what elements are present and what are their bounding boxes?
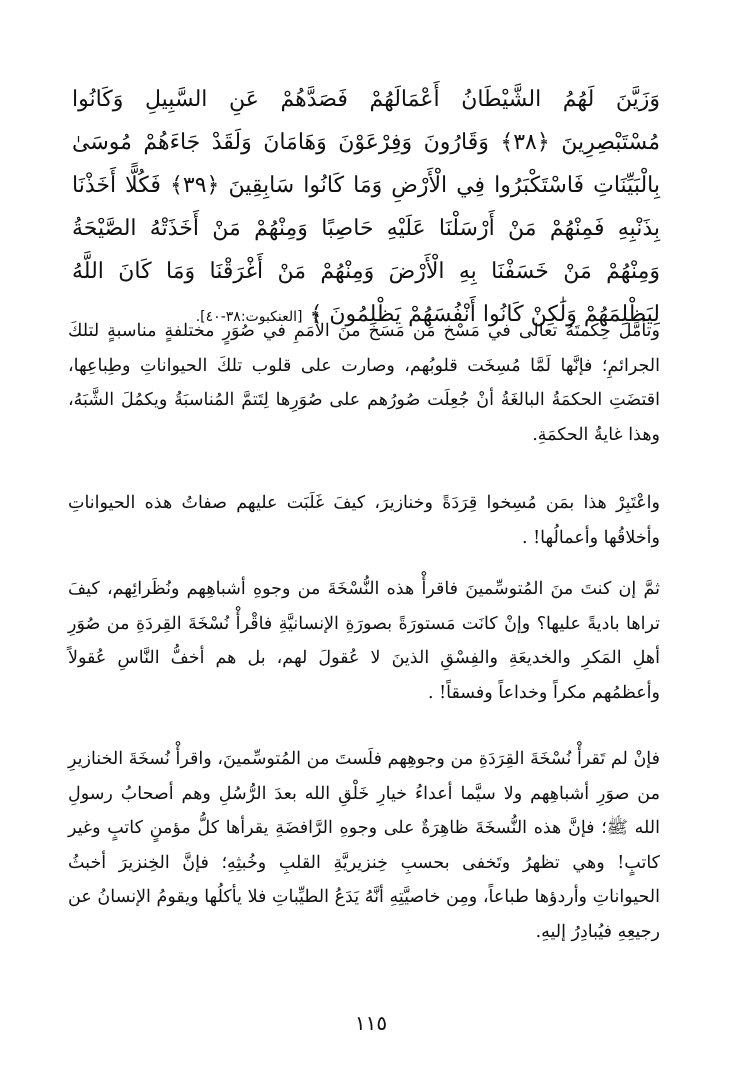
quran-verses-block — [72, 78, 660, 339]
paragraph-2: واعْتَبِرْ هذا بمَن مُسِخوا قِرَدَةً وخنازيرَ، كيفَ غَلَبَت عليهم صفاتُ هذه الحيواناتِ وأخلاقُها وأعمالُها! . — [68, 493, 660, 548]
quran-verses-text: وَزَيَّنَ لَهُمُ الشَّيْطَانُ أَعْمَالَهُمْ فَصَدَّهُمْ عَنِ السَّبِيلِ وَكَانُوا مُسْتَبْصِرِينَ ﴿٣٨﴾ وَقَارُونَ وَفِرْعَوْنَ وَهَامَانَ وَلَقَدْ جَاءَهُمْ مُوسَىٰ بِالْبَيِّنَاتِ فَاسْتَكْبَرُوا فِي الْأَرْضِ وَمَا كَانُوا سَابِقِينَ ﴿٣٩﴾ فَكُلًّا أَخَذْنَا بِذَنْبِهِ فَمِنْهُمْ مَنْ أَرْسَلْنَا عَلَيْهِ حَاصِبًا وَمِنْهُمْ مَنْ أَخَذَتْهُ الصَّيْحَةُ وَمِنْهُمْ مَنْ خَسَفْنَا بِهِ الْأَرْضَ وَمِنْهُمْ مَنْ أَغْرَقْنَا وَمَا كَانَ اللَّهُ لِيَظْلِمَهُمْ وَلَٰكِنْ كَانُوا أَنْفُسَهُمْ يَظْلِمُونَ ﴾ — [72, 87, 660, 327]
quran-reference: [العنكبوت:٣٨-٤٠]. — [195, 309, 303, 325]
paragraph-3: ثمَّ إن كنتَ منَ المُتوسِّمينَ فاقرأْ هذه النُّسْخَةَ من وجوهِ أشباهِهم ونُظَرائِهم، كيفَ تراها باديةً عليها؟ وإنْ كانَت مَستورَةً بصورَةِ الإنسانيَّةِ فاقْرأْ نُسْخَةَ القِردَةِ من صُوَرِ أهلِ المَكرِ والخديعَةِ والفِسْقِ الذينَ لا عُقولَ لهم، بل هم أخفُّ النَّاسِ عُقولاً وأعظمُهم مكراً وخداعاً وفسقاً! . — [68, 579, 660, 703]
paragraph-1: وتأمَّل حِكمتَهُ تعالى في مَسْخ مَن مَسَخ منَ الأُمَمِ في صُوَرٍ مختلفةٍ مناسبةٍ لتلكَ الجرائمِ؛ فإنَّها لَمَّا مُسِخَت قلوبُهم، وصارت على قلوب تلكَ الحيواناتِ وطِباعِها، اقتضَتِ الحكمَةُ البالغَةُ أنْ جُعِلَت صُورُهم على صُوَرِها لِتَتمَّ المُناسبَةُ ويكمُلَ الشَّبَهُ، وهذا غايةُ الحكمَةِ. — [68, 321, 660, 445]
page-number: ١١٥ — [354, 1011, 388, 1035]
paragraph-4: فإنْ لم تَقرأْ نُسْخَةَ القِرَدَةِ من وجوهِهم فلَستَ من المُتوسِّمينَ، واقرأْ نُسخَةَ الخنازيرِ من صوَرِ أشباهِهم ولا سيَّما أعداءُ خيارِ خَلْقِ الله بعدَ الرُّسُلِ وهم أصحابُ رسولِ الله ﷺ؛ فإنَّ هذه النُّسخَةَ ظاهِرَةٌ على وجوهِ الرَّافضَةِ يقرأها كلُّ مؤمنٍ كاتبٍ وغير كاتبٍ! وهي تظهرُ وتَخفى بحسبِ خِنزيريَّةِ القلبِ وخُبثِهِ؛ فإنَّ الخِنزيرَ أخبثُ الحيواناتِ وأردؤها طباعاً، ومِن خاصيَّتِهِ أنَّهُ يَدَعُ الطيِّباتِ فلا يأكلُها ويقومُ الإنسانُ عن رجيعِهِ فيُبادِرُ إليهِ. — [68, 749, 660, 942]
